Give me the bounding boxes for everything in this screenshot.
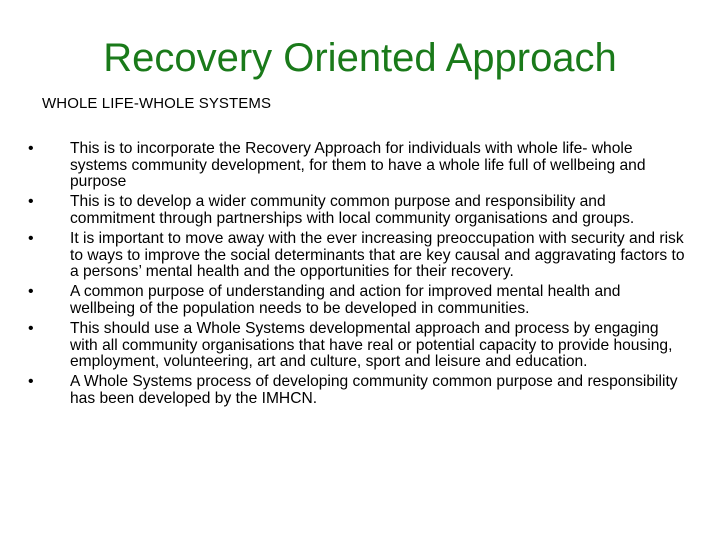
bullet-text: This should use a Whole Systems developmental approach and process by engaging with all community organisations that have real or potential capacity to provide housing, employment, volunteering, art and culture, sport and leisure and education. [70,319,673,371]
bullet-item [28,141,688,191]
bullet-text: A common purpose of understanding and action for improved mental health and wellbeing of the population needs to be developed in communities. [70,283,621,317]
bullet-list [28,141,688,411]
bullet-item [28,284,688,317]
bullet-item [28,374,688,407]
bullet-text: It is important to move away with the ever increasing preoccupation with security and risk to ways to improve the social determinants that are key causal and aggravating factors to a persons’ mental health and the opportunities for their recovery. [70,229,685,281]
bullet-icon: • [28,193,34,211]
bullet-icon: • [28,373,34,391]
slide-subtitle: WHOLE LIFE-WHOLE SYSTEMS [42,95,272,112]
bullet-text: This is to incorporate the Recovery Approach for individuals with whole life- whole systems community development, for them to have a whole life full of wellbeing and purpose [70,140,646,191]
bullet-icon: • [28,319,34,337]
bullet-icon: • [28,140,34,157]
bullet-item [28,231,688,281]
bullet-icon: • [28,283,34,301]
bullet-item [28,321,688,371]
bullet-text: This is to develop a wider community common purpose and responsibility and commitment through partnerships with local community organisations and groups. [70,193,635,227]
bullet-text: A Whole Systems process of developing community common purpose and responsibility has been developed by the IMHCN. [70,373,678,407]
bullet-icon: • [28,229,34,247]
bullet-item [28,194,688,227]
slide-title: Recovery Oriented Approach [103,36,617,80]
